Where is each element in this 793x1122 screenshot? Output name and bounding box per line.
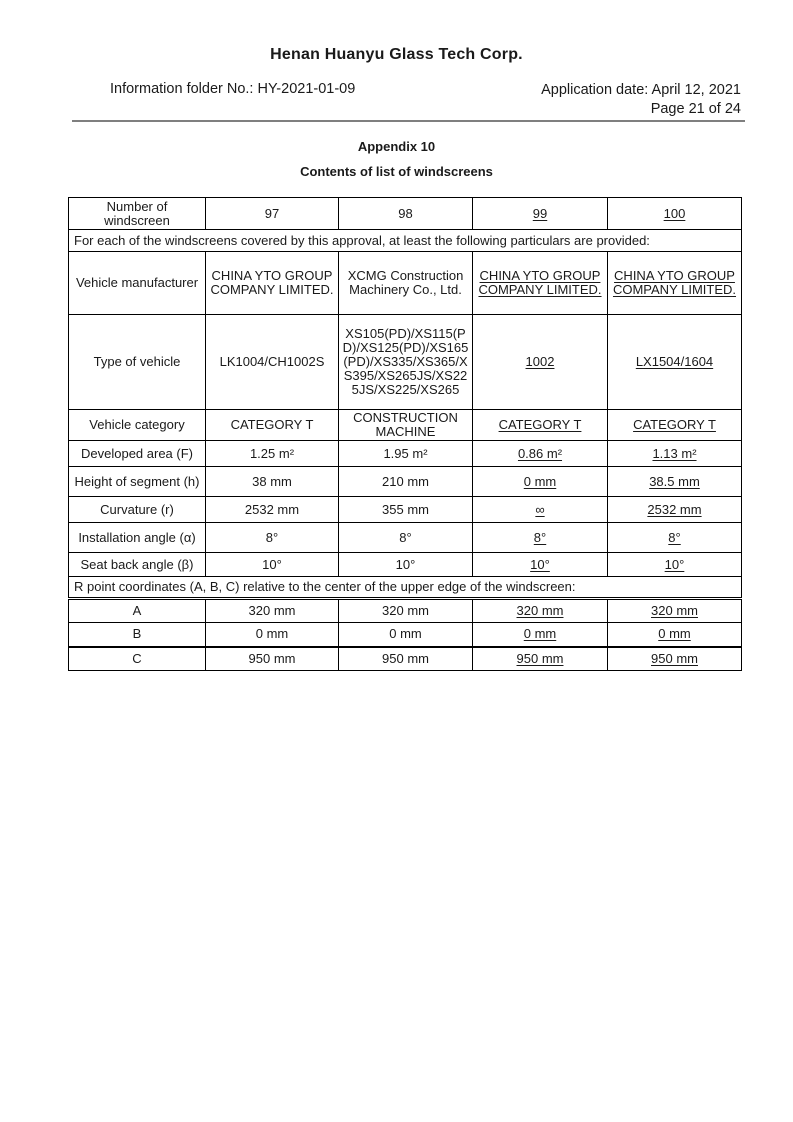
cell-number-100: 100	[608, 198, 742, 230]
row-label-number-of-windscreen: Number of windscreen	[69, 198, 206, 230]
table-row-type-of-vehicle	[69, 315, 742, 410]
cell-vehicle-type-97: LK1004/CH1002S	[206, 315, 339, 410]
cell-category-98: CONSTRUCTION MACHINE	[339, 410, 473, 441]
table-row-curvature	[69, 497, 742, 523]
cell-category-100: CATEGORY T	[608, 410, 742, 441]
appendix-subtitle: Contents of list of windscreens	[300, 164, 493, 180]
row-label-coordinate-b: B	[69, 623, 206, 647]
table-row-vehicle-manufacturer	[69, 252, 742, 315]
application-date: Application date: April 12, 2021	[541, 82, 741, 98]
cell-manufacturer-97: CHINA YTO GROUP COMPANY LIMITED.	[206, 252, 339, 315]
cell-a-97: 320 mm	[206, 599, 339, 623]
table-row-seat-back-angle	[69, 553, 742, 577]
row-label-curvature: Curvature (r)	[69, 497, 206, 523]
cell-vehicle-type-99: 1002	[473, 315, 608, 410]
cell-c-98: 950 mm	[339, 647, 473, 671]
cell-area-99: 0.86 m²	[473, 441, 608, 467]
cell-seat-back-angle-98: 10°	[339, 553, 473, 577]
r-point-note: R point coordinates (A, B, C) relative to the center of the upper edge of the windscreen:	[69, 577, 742, 599]
header-meta	[110, 81, 741, 118]
cell-a-99: 320 mm	[473, 599, 608, 623]
cell-installation-angle-98: 8°	[339, 523, 473, 553]
cell-b-99: 0 mm	[473, 623, 608, 647]
row-label-coordinate-a: A	[69, 599, 206, 623]
cell-seat-back-angle-97: 10°	[206, 553, 339, 577]
cell-number-98: 98	[339, 198, 473, 230]
cell-area-97: 1.25 m²	[206, 441, 339, 467]
cell-installation-angle-97: 8°	[206, 523, 339, 553]
cell-segment-99: 0 mm	[473, 467, 608, 497]
table-row-vehicle-category	[69, 410, 742, 441]
cell-segment-97: 38 mm	[206, 467, 339, 497]
cell-curvature-98: 355 mm	[339, 497, 473, 523]
row-label-height-of-segment: Height of segment (h)	[69, 467, 206, 497]
page-number: Page 21 of 24	[650, 100, 741, 117]
cell-a-98: 320 mm	[339, 599, 473, 623]
table-row-height-of-segment	[69, 467, 742, 497]
cell-installation-angle-100: 8°	[608, 523, 742, 553]
row-label-installation-angle: Installation angle (α)	[69, 523, 206, 553]
cell-vehicle-type-100: LX1504/1604	[608, 315, 742, 410]
cell-b-100: 0 mm	[608, 623, 742, 647]
cell-curvature-100: 2532 mm	[608, 497, 742, 523]
table-row-installation-angle	[69, 523, 742, 553]
cell-manufacturer-98: XCMG Construction Machinery Co., Ltd.	[339, 252, 473, 315]
cell-seat-back-angle-100: 10°	[608, 553, 742, 577]
cell-a-100: 320 mm	[608, 599, 742, 623]
windscreen-list-table	[68, 197, 742, 671]
cell-number-97: 97	[206, 198, 339, 230]
cell-curvature-97: 2532 mm	[206, 497, 339, 523]
header-divider	[72, 120, 745, 122]
cell-segment-100: 38.5 mm	[608, 467, 742, 497]
table-row-developed-area	[69, 441, 742, 467]
table-row-coordinate-c	[69, 647, 742, 671]
table-row-coordinate-b	[69, 623, 742, 647]
info-folder-no: Information folder No.: HY-2021-01-09	[110, 81, 356, 97]
table-row-number-of-windscreen	[69, 198, 742, 230]
row-label-vehicle-category: Vehicle category	[69, 410, 206, 441]
header-meta-right	[541, 81, 741, 118]
cell-vehicle-type-98: XS105(PD)/XS115(PD)/XS125(PD)/XS165(PD)/XS335/XS365/XS395/XS265JS/XS225JS/XS225/XS265	[339, 315, 473, 410]
cell-b-97: 0 mm	[206, 623, 339, 647]
table-row-coordinate-a	[69, 599, 742, 623]
cell-area-98: 1.95 m²	[339, 441, 473, 467]
row-label-coordinate-c: C	[69, 647, 206, 671]
row-label-seat-back-angle: Seat back angle (β)	[69, 553, 206, 577]
cell-number-99: 99	[473, 198, 608, 230]
table-row-note	[69, 230, 742, 252]
cell-c-97: 950 mm	[206, 647, 339, 671]
cell-b-98: 0 mm	[339, 623, 473, 647]
cell-area-100: 1.13 m²	[608, 441, 742, 467]
appendix-title: Appendix 10	[357, 139, 436, 155]
cell-curvature-99: ∞	[473, 497, 608, 523]
company-title: Henan Huanyu Glass Tech Corp.	[270, 46, 523, 63]
row-label-developed-area: Developed area (F)	[69, 441, 206, 467]
row-label-type-of-vehicle: Type of vehicle	[69, 315, 206, 410]
cell-manufacturer-100: CHINA YTO GROUP COMPANY LIMITED.	[608, 252, 742, 315]
cell-manufacturer-99: CHINA YTO GROUP COMPANY LIMITED.	[473, 252, 608, 315]
cell-segment-98: 210 mm	[339, 467, 473, 497]
cell-category-99: CATEGORY T	[473, 410, 608, 441]
table-row-r-point-note	[69, 577, 742, 599]
cell-seat-back-angle-99: 10°	[473, 553, 608, 577]
table-note: For each of the windscreens covered by this approval, at least the following particulars are provided:	[69, 230, 742, 252]
cell-category-97: CATEGORY T	[206, 410, 339, 441]
cell-c-99: 950 mm	[473, 647, 608, 671]
row-label-vehicle-manufacturer: Vehicle manufacturer	[69, 252, 206, 315]
cell-installation-angle-99: 8°	[473, 523, 608, 553]
cell-c-100: 950 mm	[608, 647, 742, 671]
